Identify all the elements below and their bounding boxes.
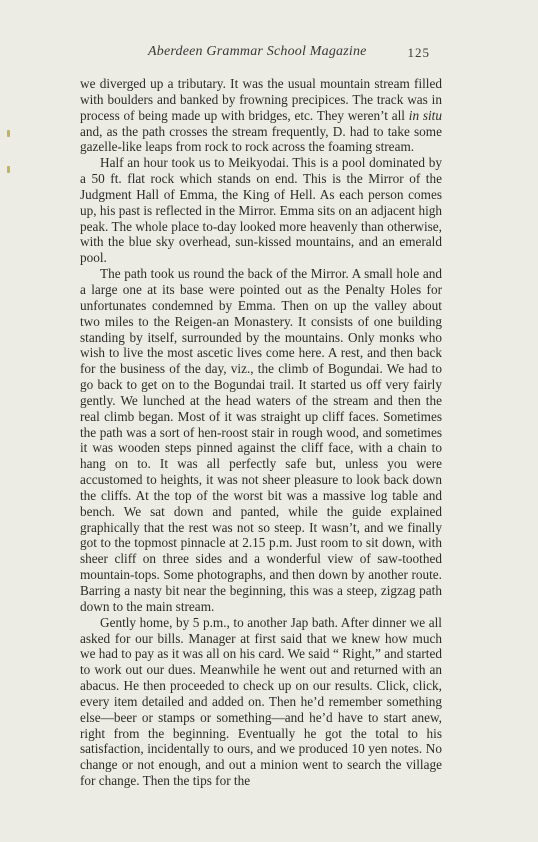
paragraph [80, 155, 442, 266]
text-run: Half an hour took us to Meikyodai. This is a pool dominated by a 50 ft. flat rock which stands on end. This is the Mirror of the Judgment Hall of Emma, the King of Hell. As each person comes up, his past is reflected in the Mirror. Emma sits on an adjacent high peak. The whole place to-day looked more heavenly than otherwise, with the blue sky overhead, sun-kissed mountains, and an emerald pool. [80, 155, 442, 266]
running-head-title: Aberdeen Grammar School Magazine [148, 44, 367, 59]
text-run: The path took us round the back of the Mirror. A small hole and a large one at its base were pointed out as the Penalty Holes for unfortunates condemned by Emma. Then on up the valley about two miles to the Reigen-an Monastery. It consists of one building standing by itself, surrounded by the mountains. Only monks who wish to live the most ascetic lives come here. A rest, and then back for the business of the day, viz., the climb of Bogundai. We had to go back to get on to the Bogundai trail. It started us off very fairly gently. We lunched at the head waters of the stream and then the real climb began. Most of it was straight up cliff faces. Sometimes the path was a sort of hen-roost stair in rough wood, and sometimes it was wooden steps pinned against the cliff face, with a chain to hang on to. It was all perfectly safe but, unless you were accustomed to heights, it was not sheer pleasure to look back down the cliffs. At the top of the worst bit was a massive log table and bench. We sat down and panted, while the guide explained graphically that the rest was not so steep. It wasn’t, and we finally got to the topmost pinnacle at 2.15 p.m. Just room to sit down, with sheer cliff on three sides and a wonderful view of saw-toothed mountain-tops. Some photographs, and then down by another route. Barring a nasty bit near the beginning, this was a steep, zigzag path down to the main stream. [80, 266, 442, 614]
text-run: we diverged up a tributary. It was the usual mountain stream filled with boulders and banked by frowning precipices. The track was in process of being made up with bridges, etc. They weren’t all [80, 76, 442, 123]
italic-text-run: in situ [408, 107, 442, 123]
page-number: 125 [407, 45, 430, 60]
paragraph [80, 615, 442, 789]
paragraph [80, 266, 442, 615]
paragraph [80, 76, 442, 155]
margin-stain-mark [7, 166, 10, 173]
text-run: and, as the path crosses the stream frequently, D. had to take some gazelle-like leaps from rock to rock across the foaming stream. [80, 123, 442, 155]
margin-stain-mark [7, 130, 10, 137]
body-text [80, 76, 442, 789]
text-run: Gently home, by 5 p.m., to another Jap bath. After dinner we all asked for our bills. Manager at first said that we knew how much we had to pay as it was all on his card. We said “ Right,” and started to work out our dues. Meanwhile he went out and returned with an abacus. He then proceeded to check up on our results. Click, click, every item detailed and added on. Then he’d remember something else—beer or stamps or something—and he’d have to start anew, right from the beginning. Eventually he got the total to his satisfaction, incidentally to ours, and we produced 10 yen notes. No change or not enough, and out a minion went to search the village for change. Then the tips for the [80, 614, 442, 789]
running-head [80, 44, 430, 64]
